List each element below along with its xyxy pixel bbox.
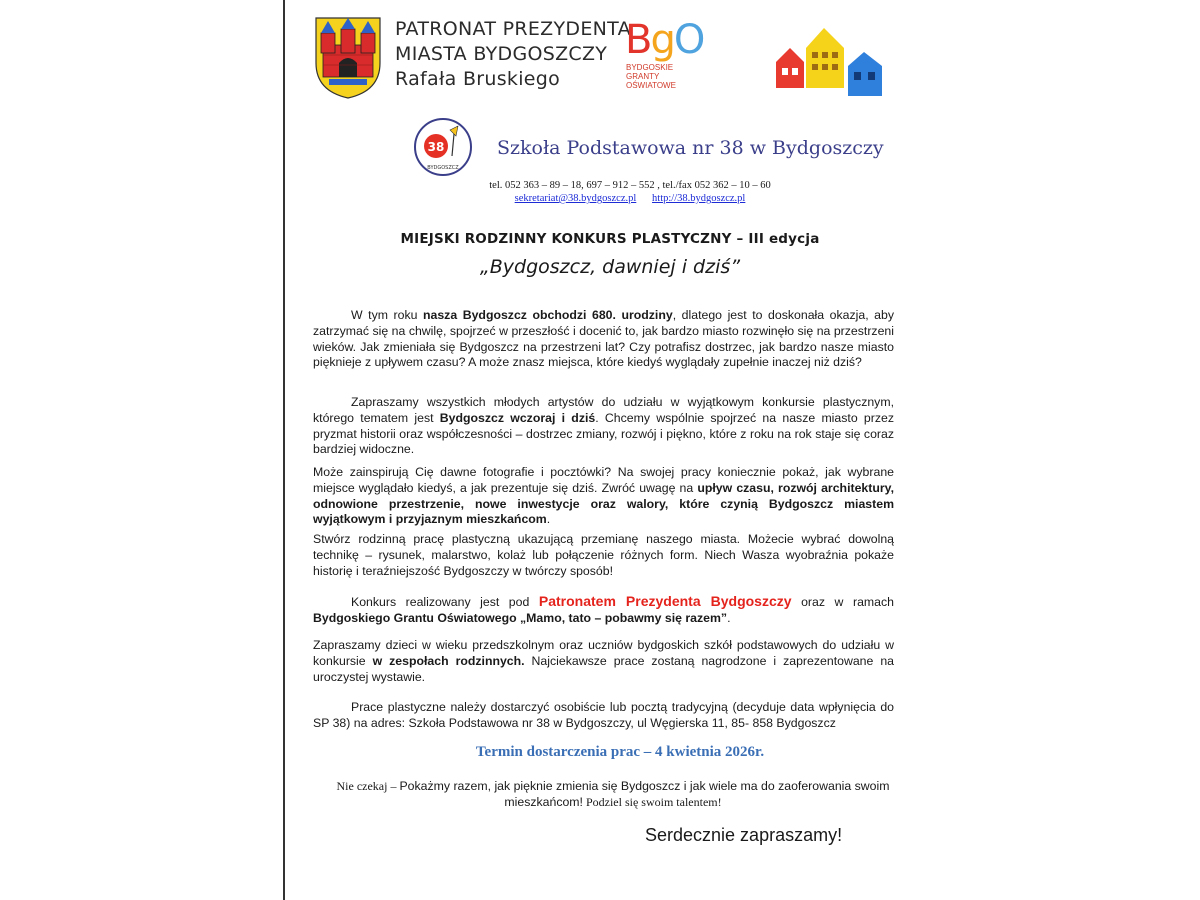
bgo-tagline-3: OŚWIATOWE: [626, 81, 676, 90]
closing-part-2: Pokażmy razem, jak pięknie zmienia się Bydgoszcz i jak wiele ma do zaoferowania swoim mieszkańcom!: [399, 779, 890, 809]
signature: Serdecznie zapraszamy!: [645, 825, 843, 845]
closing-text: [318, 778, 908, 810]
page-left-border: [283, 0, 285, 900]
bgo-tagline: [626, 63, 676, 90]
paragraph-5: [313, 594, 894, 627]
p3-text-c: .: [546, 512, 551, 527]
contact-phones: tel. 052 363 – 89 – 18, 697 – 912 – 552 , tel./fax 052 362 – 10 – 60: [489, 180, 771, 191]
paragraph-4: [313, 532, 894, 579]
p1-text-a: W tym roku: [351, 308, 423, 322]
p5-bold-grant: Bydgoskiego Grantu Oświatowego „Mamo, tato – pobawmy się razem”: [313, 610, 728, 625]
bgo-logo: BgO: [625, 17, 704, 63]
p4-text: Stwórz rodzinną pracę plastyczną ukazującą przemianę naszego miasta. Możecie wybrać dowolną technikę – rysunek, malarstwo, kolaż lub połączenie różnych form. Niech Wasza wyobraźnia pokaże historię i teraźniejszość Bydgoszczy w twórczy sposób!: [313, 532, 894, 578]
closing-part-3: Podziel się swoim talentem!: [582, 795, 722, 809]
p6-text-a: Zapraszamy dzieci w wieku przedszkolnym oraz uczniów bydgoskich szkół podstawowych do udziału w konkursie: [313, 638, 894, 668]
patronat-line-2: MIASTA BYDGOSZCZY: [395, 43, 608, 65]
closing-part-1: Nie czekaj –: [336, 779, 400, 793]
contest-subtitle: „Bydgoszcz, dawniej i dziś”: [479, 256, 741, 278]
school-38-logo: [410, 116, 476, 178]
patronat-line-3: Rafała Bruskiego: [395, 68, 561, 90]
p3-text-a: Może zainspirują Cię dawne fotografie i pocztówki? Na swojej pracy koniecznie pokaż, jak wybrane miejsce wyglądało kiedyś, a jak prezentuje się dziś. Zwróć uwagę na: [313, 465, 894, 495]
p6-bold: w zespołach rodzinnych.: [372, 653, 525, 668]
p1-bold: nasza Bydgoszcz obchodzi 680. urodziny: [422, 308, 673, 322]
p5-text-c: oraz w ramach: [791, 595, 894, 609]
school-logo-number: 38: [427, 140, 445, 154]
contest-title: MIEJSKI RODZINNY KONKURS PLASTYCZNY – III edycja: [400, 231, 820, 247]
p3-bold: upływ czasu, rozwój architektury, odnowione przestrzenie, nowe inwestycje oraz walory, które czynią Bydgoszcz miastem wyjątkowym i przyjaznym mieszkańcom: [313, 480, 894, 527]
p6-text-c: Najciekawsze prace zostaną nagrodzone i zaprezentowane na uroczystej wystawie.: [313, 653, 894, 684]
deadline: Termin dostarczenia prac – 4 kwietnia 2026r.: [475, 744, 765, 760]
website-link[interactable]: http://38.bydgoszcz.pl: [652, 193, 746, 204]
email-link[interactable]: sekretariat@38.bydgoszcz.pl: [514, 193, 637, 204]
bgo-tagline-2: GRANTY: [626, 72, 660, 81]
patronat-line-1: PATRONAT PREZYDENTA: [395, 18, 631, 40]
school-logo-city: BYDGOSZCZ: [427, 165, 459, 171]
p5-text-a: Konkurs realizowany jest pod: [351, 595, 539, 609]
paragraph-2: [313, 395, 894, 458]
p5-red-patronat: Patronatem Prezydenta Bydgoszczy: [538, 593, 792, 609]
p2-text-a: Zapraszamy wszystkich młodych artystów do udziału w wyjątkowym konkursie plastycznym, którego tematem jest: [313, 395, 894, 425]
patronat-text: [395, 17, 631, 92]
paragraph-1: [313, 308, 894, 371]
bydgoszcz-coat-of-arms: [313, 15, 383, 100]
p2-text-c: . Chcemy wspólnie spojrzeć na nasze miasto przez pryzmat historii oraz współczesności – dostrzec zmiany, rozwój i piękno, które z roku na rok staje się coraz bardziej widoczne.: [313, 410, 894, 457]
p1-text-c: , dlatego jest to doskonała okazja, aby zatrzymać się na chwilę, spojrzeć w przeszłość i docenić to, jak bardzo miasto rozwinęło się na przestrzeni wieków. Jak zmieniała się Bydgoszcz na przestrzeni lat? Czy potrafisz dostrzec, jak bardzo nasze miasto pięknieje z upływem czasu? A może znasz miejsca, które kiedyś wyglądały zupełnie inaczej niż dziś?: [313, 308, 894, 370]
houses-logo: [772, 22, 887, 100]
p5-text-e: .: [727, 610, 731, 625]
contact-block: [400, 179, 860, 205]
school-name: Szkoła Podstawowa nr 38 w Bydgoszczy: [497, 137, 884, 159]
p2-bold: Bydgoszcz wczoraj i dziś: [439, 410, 596, 425]
paragraph-3: [313, 465, 894, 528]
bgo-tagline-1: BYDGOSKIE: [626, 63, 674, 72]
p7-text: Prace plastyczne należy dostarczyć osobiście lub pocztą tradycyjną (decyduje data wpłynięcia do SP 38) na adres: Szkoła Podstawowa nr 38 w Bydgoszczy, ul Węgierska 11, 85- 858 Bydgoszcz: [313, 700, 894, 730]
paragraph-6: [313, 638, 894, 685]
paragraph-7: [313, 700, 894, 732]
